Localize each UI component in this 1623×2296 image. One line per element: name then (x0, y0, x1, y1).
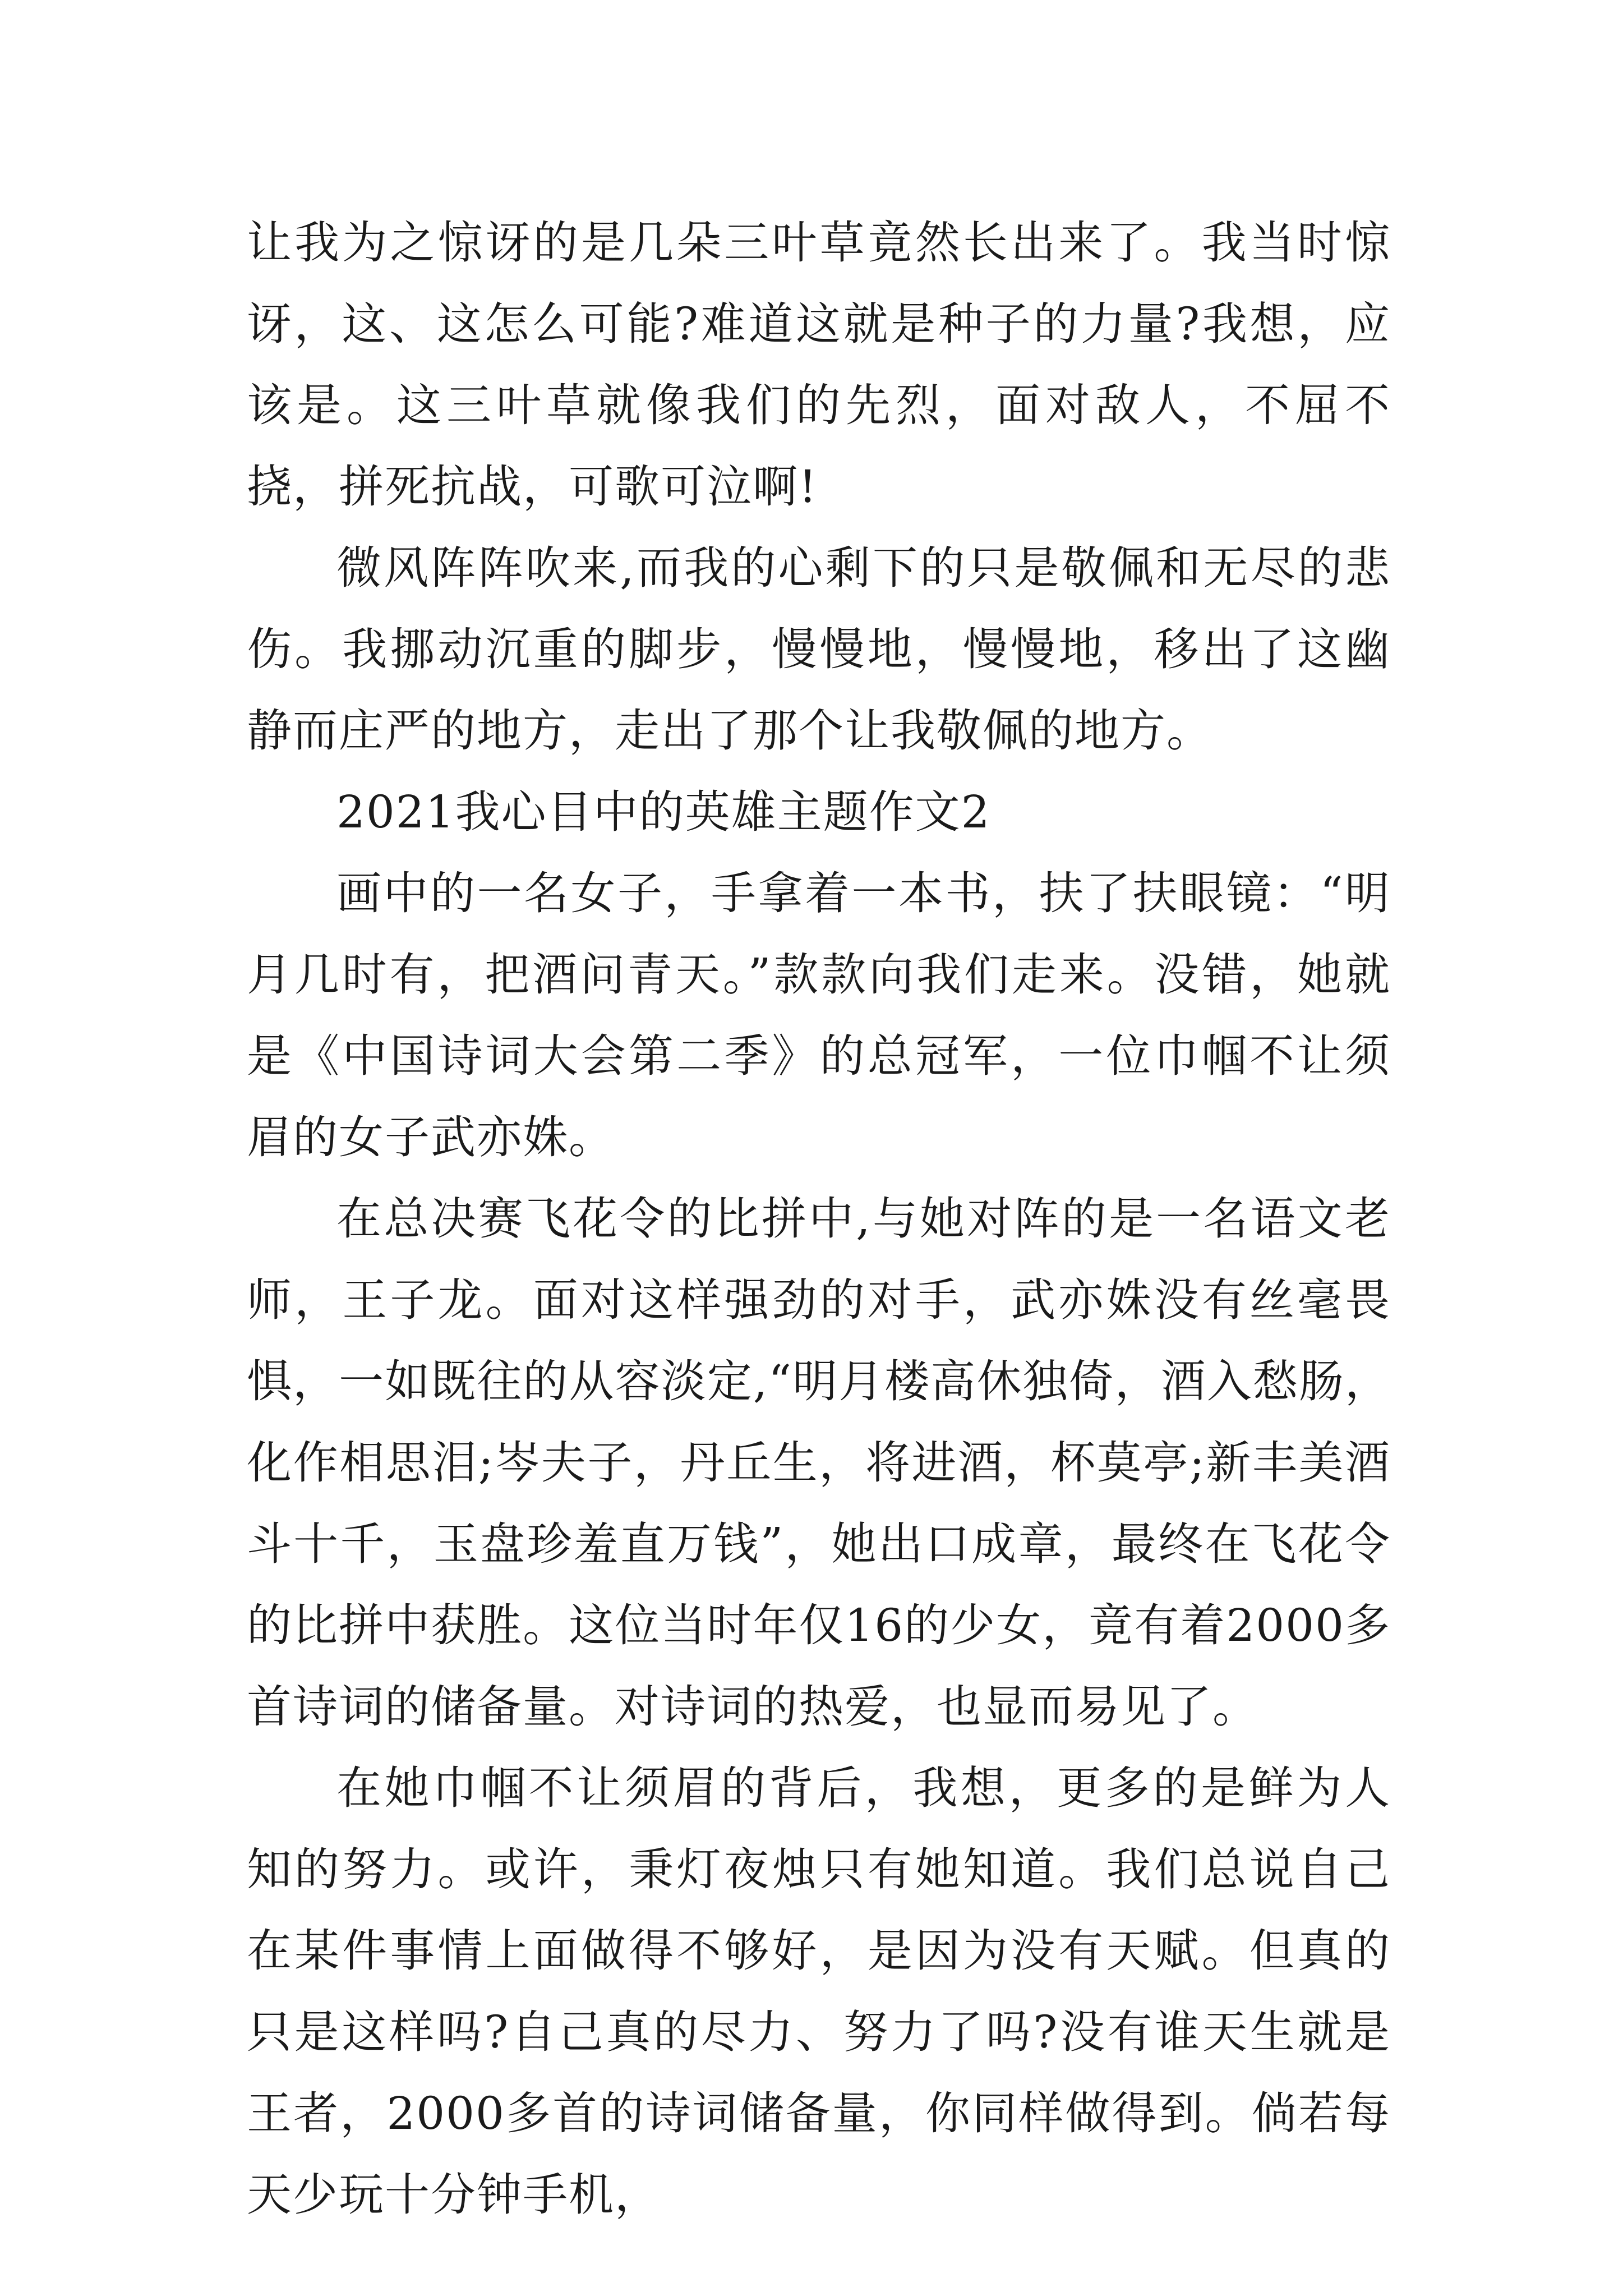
document-body (247, 202, 1391, 2235)
paragraph-1: 让我为之惊讶的是几朵三叶草竟然长出来了。我当时惊讶，这、这怎么可能?难道这就是种子的力量?我想，应该是。这三叶草就像我们的先烈，面对敌人，不屈不挠，拼死抗战，可歌可泣啊! (247, 217, 1391, 513)
paragraph-2: 微风阵阵吹来,而我的心剩下的只是敬佩和无尽的悲伤。我挪动沉重的脚步，慢慢地，慢慢地，移出了这幽静而庄严的地方，走出了那个让我敬佩的地方。 (247, 542, 1391, 757)
paragraph-5: 在她巾帼不让须眉的背后，我想，更多的是鲜为人知的努力。或许，秉灯夜烛只有她知道。我们总说自己在某件事情上面做得不够好，是因为没有天赋。但真的只是这样吗?自己真的尽力、努力了吗?没有谁天生就是王者，2000多首的诗词储备量，你同样做得到。倘若每天少玩十分钟手机， (247, 1762, 1391, 2221)
paragraph-3: 画中的一名女子，手拿着一本书，扶了扶眼镜：“明月几时有，把酒问青天。”款款向我们走来。没错，她就是《中国诗词大会第二季》的总冠军，一位巾帼不让须眉的女子武亦姝。 (247, 867, 1391, 1163)
paragraph-4: 在总决赛飞花令的比拼中,与她对阵的是一名语文老师，王子龙。面对这样强劲的对手，武亦姝没有丝毫畏惧，一如既往的从容淡定,“明月楼高休独倚，酒入愁肠，化作相思泪;岑夫子，丹丘生，将进酒，杯莫亭;新丰美酒斗十千，玉盘珍羞直万钱”，她出口成章，最终在飞花令的比拼中获胜。这位当时年仅16的少女，竟有着2000多首诗词的储备量。对诗词的热爱，也显而易见了。 (247, 1193, 1391, 1733)
section-heading: 2021我心目中的英雄主题作文2 (336, 786, 991, 838)
